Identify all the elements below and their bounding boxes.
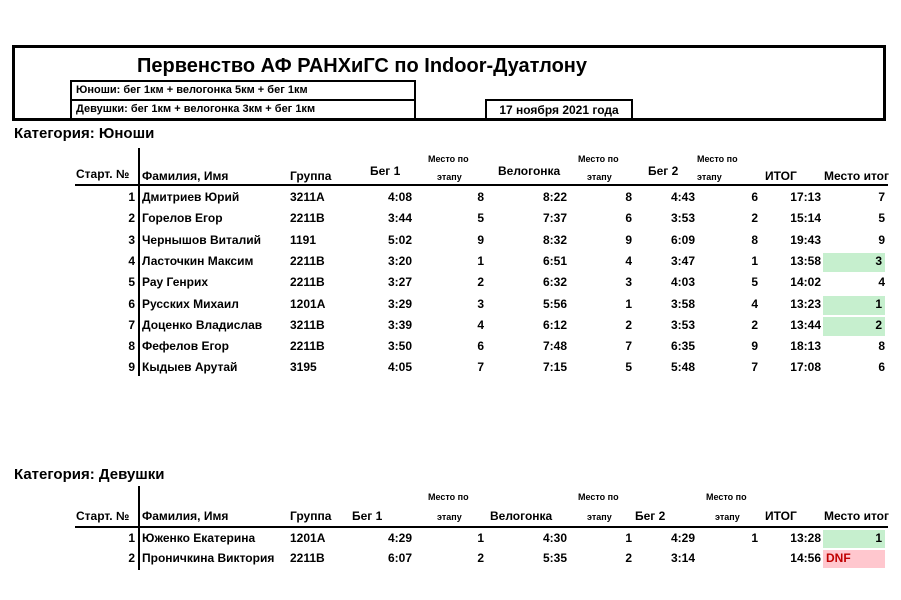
cell-place-run1: 2 (477, 551, 484, 565)
cell-bike: 8:32 (542, 232, 567, 247)
cell-run1: 4:08 (387, 190, 412, 204)
cell-final-place: 1 (823, 296, 885, 315)
cell-start-no: 7 (128, 317, 135, 332)
header-place-stage-1b: этапу (437, 172, 462, 182)
cell-place-run1: 8 (477, 190, 484, 204)
cell-place-run2: 5 (751, 275, 758, 290)
cell-bike: 5:35 (542, 551, 567, 565)
cell-run1: 3:20 (387, 253, 412, 268)
header-place-stage-1b: этапу (437, 512, 462, 522)
cell-place-bike: 2 (625, 317, 632, 332)
cell-run2: 6:09 (670, 232, 695, 247)
cell-final-place: 4 (878, 275, 885, 290)
cell-name: Горелов Егор (142, 211, 223, 226)
cell-bike: 6:12 (542, 317, 567, 332)
cell-start-no: 5 (128, 275, 135, 290)
cell-total: 19:43 (790, 232, 821, 247)
cell-name: Дмитриев Юрий (142, 190, 240, 204)
info-divider (70, 99, 416, 101)
cell-group: 2211В (290, 551, 325, 565)
cell-final-place: 3 (823, 253, 885, 272)
header-final-place: Место итог (824, 509, 889, 523)
header-place-stage-3a: Место по (697, 154, 738, 164)
cell-start-no: 9 (128, 360, 135, 375)
cell-group: 2211В (290, 339, 325, 354)
cell-name: Доценко Владислав (142, 317, 263, 332)
cell-group: 2211В (290, 211, 325, 226)
cell-run1: 3:27 (387, 275, 412, 290)
boys-name-column-divider (138, 148, 140, 376)
cell-final-place: 6 (878, 360, 885, 375)
cell-start-no: 1 (128, 531, 135, 545)
header-group: Группа (290, 169, 332, 183)
cell-bike: 4:30 (542, 531, 567, 545)
cell-bike: 7:37 (542, 211, 567, 226)
header-group: Группа (290, 509, 332, 523)
cell-place-bike: 3 (625, 275, 632, 290)
cell-place-run2 (720, 550, 758, 568)
header-bike: Велогонка (498, 164, 561, 178)
cell-place-run1: 1 (477, 531, 484, 545)
cell-start-no: 8 (128, 339, 135, 354)
cell-name: Проничкина Виктория (142, 551, 275, 565)
cell-place-run2: 6 (751, 190, 758, 204)
cell-bike: 5:56 (542, 296, 567, 311)
cell-group: 1201А (290, 296, 326, 311)
cell-run2: 4:03 (670, 275, 695, 290)
cell-place-run2: 1 (751, 253, 758, 268)
header-run1: Бег 1 (370, 164, 401, 178)
girls-header-divider (75, 526, 888, 528)
cell-run1: 3:50 (387, 339, 412, 354)
cell-final-place: 2 (823, 317, 885, 336)
header-place-stage-1a: Место по (428, 492, 469, 502)
cell-name: Юженко Екатерина (142, 531, 256, 545)
cell-run2: 3:53 (670, 211, 695, 226)
cell-total: 17:13 (790, 190, 821, 204)
cell-run2: 5:48 (670, 360, 695, 375)
cell-group: 3211А (290, 190, 325, 204)
cell-run2: 3:14 (670, 551, 695, 565)
cell-place-bike: 5 (625, 360, 632, 375)
cell-place-run1: 1 (477, 253, 484, 268)
cell-bike: 7:15 (542, 360, 567, 375)
cell-place-run1: 2 (477, 275, 484, 290)
page-title: Первенство АФ РАНХиГС по Indoor-Дуатлону (137, 55, 588, 77)
cell-name: Чернышов Виталий (142, 232, 261, 247)
header-name: Фамилия, Имя (142, 509, 229, 523)
cell-start-no: 1 (128, 190, 135, 204)
cell-start-no: 2 (128, 551, 135, 565)
cell-group: 1191 (290, 232, 317, 247)
header-run2: Бег 2 (648, 164, 679, 178)
header-total: ИТОГ (765, 169, 797, 183)
cell-place-run1: 9 (477, 232, 484, 247)
cell-group: 1201А (290, 531, 326, 545)
cell-final-place: DNF (823, 550, 885, 568)
cell-name: Фефелов Егор (142, 339, 229, 354)
cell-final-place: 5 (878, 211, 885, 226)
cell-run1: 3:39 (387, 317, 412, 332)
cell-run1: 3:29 (387, 296, 412, 311)
cell-bike: 6:32 (542, 275, 567, 290)
header-final-place: Место итог (824, 169, 889, 183)
cell-name: Рау Генрих (142, 275, 209, 290)
cell-place-run2: 7 (751, 360, 758, 375)
info-girls: Девушки: бег 1км + велогонка 3км + бег 1км (76, 103, 316, 115)
cell-total: 14:02 (790, 275, 821, 290)
header-total: ИТОГ (765, 509, 797, 523)
cell-start-no: 2 (128, 211, 135, 226)
cell-group: 2211В (290, 275, 325, 290)
cell-final-place: 7 (878, 190, 885, 204)
cell-run2: 3:58 (670, 296, 695, 311)
header-place-stage-3b: этапу (697, 172, 722, 182)
cell-name: Русских Михаил (142, 296, 239, 311)
cell-final-place: 1 (823, 530, 885, 548)
header-place-stage-1a: Место по (428, 154, 469, 164)
cell-place-bike: 7 (625, 339, 632, 354)
cell-total: 18:13 (790, 339, 821, 354)
header-run1: Бег 1 (352, 509, 383, 523)
cell-total: 13:58 (790, 253, 821, 268)
cell-run1: 3:44 (387, 211, 412, 226)
header-name: Фамилия, Имя (142, 169, 229, 183)
header-start-no: Старт. № (76, 509, 130, 523)
cell-run2: 3:47 (670, 253, 695, 268)
girls-name-column-divider (138, 486, 140, 570)
cell-run2: 3:53 (670, 317, 695, 332)
cell-name: Ласточкин Максим (142, 253, 254, 268)
cell-place-bike: 9 (625, 232, 632, 247)
cell-bike: 6:51 (542, 253, 567, 268)
header-bike: Велогонка (490, 509, 553, 523)
cell-place-bike: 2 (625, 551, 632, 565)
cell-place-run2: 1 (751, 531, 758, 545)
header-place-stage-2b: этапу (587, 172, 612, 182)
cell-start-no: 4 (128, 253, 135, 268)
cell-start-no: 3 (128, 232, 135, 247)
cell-place-run1: 4 (477, 317, 484, 332)
boys-category-title: Категория: Юноши (14, 125, 155, 142)
cell-run1: 4:05 (387, 360, 412, 375)
cell-start-no: 6 (128, 296, 135, 311)
header-place-stage-3a: Место по (706, 492, 747, 502)
cell-run1: 5:02 (387, 232, 412, 247)
cell-group: 3195 (290, 360, 317, 375)
boys-header-divider (75, 184, 888, 186)
header-place-stage-2a: Место по (578, 154, 619, 164)
cell-place-run1: 7 (477, 360, 484, 375)
event-date: 17 ноября 2021 года (485, 99, 633, 121)
header-place-stage-2b: этапу (587, 512, 612, 522)
cell-place-bike: 8 (625, 190, 632, 204)
cell-total: 13:28 (790, 531, 821, 545)
cell-group: 3211В (290, 317, 325, 332)
info-boys: Юноши: бег 1км + велогонка 5км + бег 1км (76, 84, 308, 96)
header-place-stage-2a: Место по (578, 492, 619, 502)
header-start-no: Старт. № (76, 167, 130, 181)
cell-total: 13:23 (790, 296, 821, 311)
cell-place-run1: 3 (477, 296, 484, 311)
cell-final-place: 8 (878, 339, 885, 354)
cell-place-run1: 5 (477, 211, 484, 226)
girls-category-title: Категория: Девушки (14, 466, 165, 483)
cell-place-bike: 6 (625, 211, 632, 226)
cell-place-run2: 2 (751, 211, 758, 226)
cell-bike: 8:22 (542, 190, 567, 204)
cell-run2: 4:29 (670, 531, 695, 545)
cell-total: 17:08 (790, 360, 821, 375)
cell-run2: 4:43 (670, 190, 695, 204)
cell-total: 13:44 (790, 317, 821, 332)
header-run2: Бег 2 (635, 509, 666, 523)
cell-run2: 6:35 (670, 339, 695, 354)
cell-total: 14:56 (790, 551, 821, 565)
cell-bike: 7:48 (542, 339, 567, 354)
cell-place-run2: 4 (751, 296, 758, 311)
cell-name: Кыдыев Арутай (142, 360, 238, 375)
cell-total: 15:14 (790, 211, 821, 226)
header-place-stage-3b: этапу (715, 512, 740, 522)
cell-place-bike: 4 (625, 253, 632, 268)
cell-final-place: 9 (878, 232, 885, 247)
cell-run1: 6:07 (387, 551, 412, 565)
cell-place-bike: 1 (625, 296, 632, 311)
cell-place-run1: 6 (477, 339, 484, 354)
cell-place-run2: 8 (751, 232, 758, 247)
cell-place-run2: 9 (751, 339, 758, 354)
cell-run1: 4:29 (387, 531, 412, 545)
cell-place-run2: 2 (751, 317, 758, 332)
cell-place-bike: 1 (625, 531, 632, 545)
cell-group: 2211В (290, 253, 325, 268)
